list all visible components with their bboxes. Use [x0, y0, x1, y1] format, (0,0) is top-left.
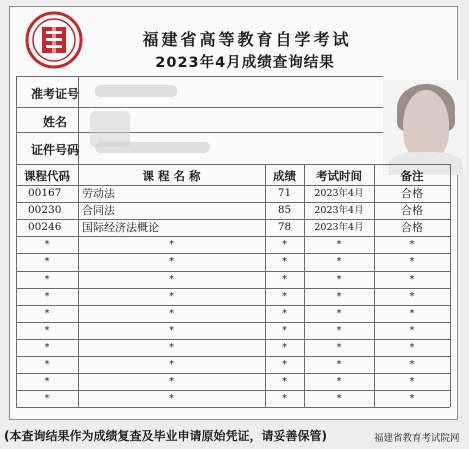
candidate-photo: [383, 80, 466, 175]
empty-cell-mark: *: [336, 359, 342, 370]
empty-cell-mark: *: [44, 359, 50, 370]
empty-cell-mark: *: [282, 239, 287, 251]
footer-source: 福建省教育考试院网: [374, 433, 460, 444]
table-header-cell: 考试时间: [316, 169, 362, 183]
empty-cell-mark: *: [44, 341, 50, 353]
empty-cell-mark: *: [336, 393, 342, 405]
empty-cell-mark: *: [282, 393, 287, 405]
table-row-divider: [16, 407, 450, 408]
empty-cell-mark: *: [282, 307, 287, 319]
empty-cell-mark: *: [409, 273, 415, 285]
empty-cell-mark: *: [169, 324, 174, 336]
table-cell: 71: [277, 187, 292, 199]
table-header-cell: 成绩: [273, 169, 296, 183]
exam-number-label: 准考证号: [30, 87, 79, 101]
table-cell: 78: [277, 221, 292, 234]
empty-cell-mark: *: [44, 376, 50, 388]
redacted-exam-number: [95, 85, 177, 97]
results-card: [9, 6, 458, 420]
exam-authority-logo: [25, 11, 83, 69]
empty-cell-mark: *: [409, 359, 415, 370]
table-header-cell: 课程代码: [24, 169, 70, 183]
table-cell: 2023年4月: [314, 188, 364, 199]
info-top-border: [16, 76, 383, 77]
info-left-border: [16, 76, 17, 164]
empty-cell-mark: *: [409, 239, 415, 251]
empty-cell-mark: *: [44, 290, 50, 302]
empty-cell-mark: *: [169, 359, 174, 370]
empty-cell-mark: *: [409, 376, 415, 388]
empty-cell-mark: *: [282, 324, 287, 336]
empty-cell-mark: *: [282, 359, 287, 370]
empty-cell-mark: *: [169, 290, 174, 302]
empty-cell-mark: *: [336, 273, 342, 285]
empty-cell-mark: *: [409, 324, 415, 336]
table-cell: 2023年4月: [314, 222, 364, 234]
table-top-border: [16, 164, 450, 165]
table-cell: 劳动法: [82, 187, 115, 200]
table-header-cell: 课 程 名 称: [142, 169, 201, 183]
empty-cell-mark: *: [44, 273, 50, 285]
table-cell: 00167: [28, 187, 62, 199]
table-column-divider: [450, 164, 451, 407]
table-cell: 合格: [401, 187, 423, 200]
empty-cell-mark: *: [336, 376, 342, 388]
empty-cell-mark: *: [282, 256, 287, 268]
empty-cell-mark: *: [409, 307, 415, 319]
empty-cell-mark: *: [169, 239, 174, 251]
footer-note: (本查询结果作为成绩复查及毕业申请原始凭证，请妥善保管): [4, 429, 327, 443]
empty-cell-mark: *: [169, 376, 174, 388]
empty-cell-mark: *: [169, 273, 174, 285]
page-subtitle: 2023年4月成绩查询结果: [155, 55, 335, 71]
empty-cell-mark: *: [44, 324, 50, 336]
empty-cell-mark: *: [169, 341, 174, 353]
table-header-cell: 备注: [400, 169, 424, 183]
table-cell: 合格: [401, 221, 423, 235]
empty-cell-mark: *: [169, 307, 174, 319]
table-cell: 2023年4月: [314, 205, 364, 217]
table-cell: 85: [277, 204, 292, 217]
empty-cell-mark: *: [336, 239, 342, 251]
empty-cell-mark: *: [409, 393, 415, 405]
page-title: 福建省高等教育自学考试: [142, 30, 352, 49]
empty-cell-mark: *: [336, 324, 342, 336]
empty-cell-mark: *: [44, 393, 50, 405]
table-cell: 00230: [28, 204, 62, 217]
id-number-label: 证件号码: [30, 143, 79, 157]
table-cell: 合格: [401, 204, 423, 218]
empty-cell-mark: *: [336, 341, 342, 353]
empty-cell-mark: *: [44, 239, 50, 251]
empty-cell-mark: *: [169, 256, 174, 268]
empty-cell-mark: *: [336, 307, 342, 319]
empty-cell-mark: *: [409, 341, 415, 353]
empty-cell-mark: *: [336, 256, 342, 268]
name-label: 姓名: [42, 115, 67, 129]
empty-cell-mark: *: [169, 393, 174, 405]
table-cell: 00246: [28, 221, 62, 234]
empty-cell-mark: *: [282, 273, 287, 285]
info-divider: [16, 107, 383, 108]
info-divider: [16, 132, 383, 133]
empty-cell-mark: *: [409, 290, 415, 302]
empty-cell-mark: *: [44, 307, 50, 319]
empty-cell-mark: *: [409, 256, 415, 268]
empty-cell-mark: *: [336, 290, 342, 302]
empty-cell-mark: *: [282, 290, 287, 302]
table-cell: 国际经济法概论: [82, 221, 159, 235]
empty-cell-mark: *: [282, 376, 287, 388]
table-cell: 合同法: [82, 204, 115, 218]
empty-cell-mark: *: [44, 256, 50, 268]
redacted-id-number: [95, 142, 210, 153]
empty-cell-mark: *: [282, 341, 287, 353]
